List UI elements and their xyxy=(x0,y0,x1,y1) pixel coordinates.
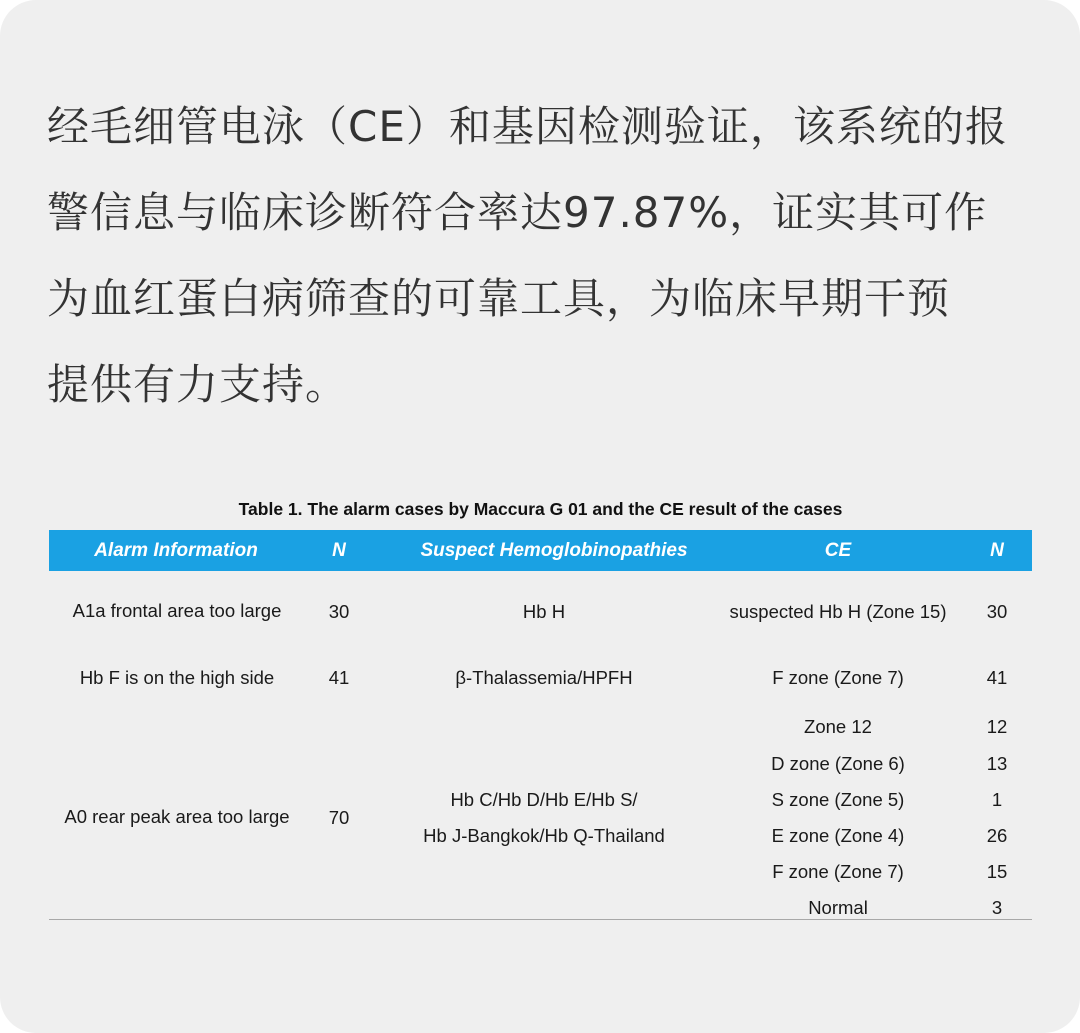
ce-cell: F zone (Zone 7) xyxy=(772,861,904,882)
ce-n-cell: 1 xyxy=(991,789,1003,810)
ce-n-cell: 12 xyxy=(986,716,1008,737)
paragraph-line: 提供有力支持。 xyxy=(47,360,349,409)
alarm-cell: A0 rear peak area too large xyxy=(64,806,290,827)
header-alarm-information: Alarm Information xyxy=(94,540,258,561)
suspect-cell: Hb H xyxy=(522,601,566,622)
ce-cell: Zone 12 xyxy=(804,716,872,737)
header-ce-n: N xyxy=(990,540,1004,561)
table-header-row xyxy=(49,530,1032,571)
header-suspect-hemoglobinopathies: Suspect Hemoglobinopathies xyxy=(420,540,688,561)
alarm-n-cell: 30 xyxy=(328,601,350,622)
suspect-cell: β-Thalassemia/HPFH xyxy=(455,667,633,688)
header-ce: CE xyxy=(824,540,852,561)
ce-n-cell: 26 xyxy=(986,825,1008,846)
alarm-n-cell: 70 xyxy=(328,807,350,828)
suspect-cell: Hb J-Bangkok/Hb Q-Thailand xyxy=(423,825,665,846)
header-n: N xyxy=(332,540,346,561)
ce-n-cell: 41 xyxy=(986,667,1008,688)
paragraph-line: 为血红蛋白病筛查的可靠工具，为临床早期干预 xyxy=(47,274,951,323)
ce-n-cell: 15 xyxy=(986,861,1008,882)
ce-cell: Normal xyxy=(808,897,868,918)
summary-paragraph xyxy=(47,84,1037,428)
ce-cell: E zone (Zone 4) xyxy=(771,825,905,846)
alarm-cell: A1a frontal area too large xyxy=(72,600,282,621)
suspect-cell: Hb C/Hb D/Hb E/Hb S/ xyxy=(450,789,638,810)
ce-cell: D zone (Zone 6) xyxy=(771,753,905,774)
ce-n-cell: 13 xyxy=(986,753,1008,774)
alarm-n-cell: 41 xyxy=(328,667,350,688)
ce-n-cell: 30 xyxy=(986,601,1008,622)
table-bottom-rule xyxy=(49,919,1032,920)
paragraph-line: 经毛细管电泳（CE）和基因检测验证，该系统的报 xyxy=(47,102,1008,151)
ce-cell: F zone (Zone 7) xyxy=(772,667,904,688)
paragraph-line: 警信息与临床诊断符合率达97.87%，证实其可作 xyxy=(47,188,988,237)
ce-cell: suspected Hb H (Zone 15) xyxy=(729,601,947,622)
ce-cell: S zone (Zone 5) xyxy=(771,789,905,810)
ce-n-cell: 3 xyxy=(991,897,1003,918)
table-caption: Table 1. The alarm cases by Maccura G 01 and the CE result of the cases xyxy=(238,499,843,519)
alarm-cell: Hb F is on the high side xyxy=(79,667,275,688)
